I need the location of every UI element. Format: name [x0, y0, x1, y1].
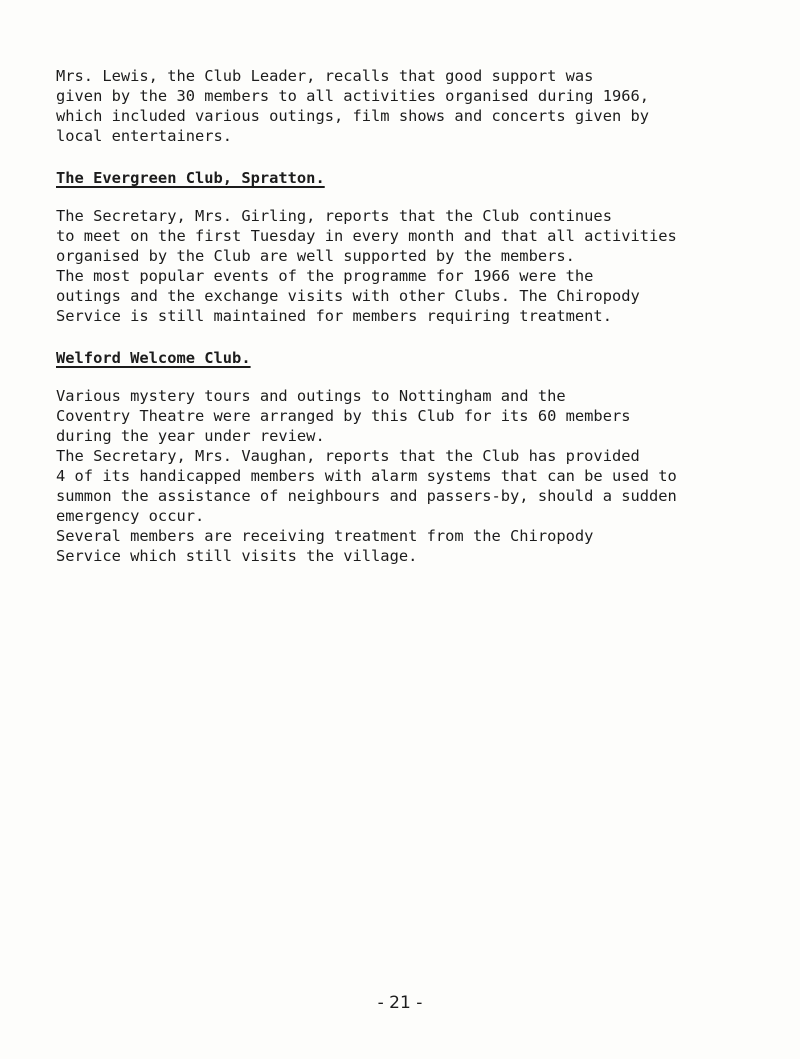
text-line: The Secretary, Mrs. Vaughan, reports that the Club has provided — [56, 447, 640, 465]
text-line: during the year under review. — [56, 427, 325, 445]
text-line: local entertainers. — [56, 127, 233, 145]
text-line: which included various outings, film shows and concerts given by — [56, 107, 650, 125]
text-line: summon the assistance of neighbours and passers-by, should a sudden — [56, 487, 677, 505]
text-line: Several members are receiving treatment from the Chiropody — [56, 527, 594, 545]
text-line: Service which still visits the village. — [56, 547, 418, 565]
text-line: 4 of its handicapped members with alarm systems that can be used to — [56, 467, 677, 485]
evergreen-club-heading: The Evergreen Club, Spratton. — [56, 169, 325, 187]
text-line: The Secretary, Mrs. Girling, reports that the Club continues — [56, 207, 612, 225]
text-line: outings and the exchange visits with other Clubs. The Chiropody — [56, 287, 640, 305]
text-line: The most popular events of the programme for 1966 were the — [56, 267, 594, 285]
document-page — [56, 66, 756, 566]
welford-club-heading: Welford Welcome Club. — [56, 349, 251, 367]
text-line: Service is still maintained for members requiring treatment. — [56, 307, 612, 325]
evergreen-club-paragraph — [56, 206, 756, 326]
text-line: to meet on the first Tuesday in every month and that all activities — [56, 227, 677, 245]
text-line: Various mystery tours and outings to Nottingham and the — [56, 387, 566, 405]
welford-club-paragraph — [56, 386, 756, 566]
page-number: - 21 - — [377, 993, 423, 1013]
text-line: Mrs. Lewis, the Club Leader, recalls that good support was — [56, 67, 594, 85]
intro-paragraph — [56, 66, 756, 146]
text-line: emergency occur. — [56, 507, 205, 525]
text-line: given by the 30 members to all activities organised during 1966, — [56, 87, 650, 105]
text-line: Coventry Theatre were arranged by this Club for its 60 members — [56, 407, 631, 425]
text-line: organised by the Club are well supported by the members. — [56, 247, 575, 265]
